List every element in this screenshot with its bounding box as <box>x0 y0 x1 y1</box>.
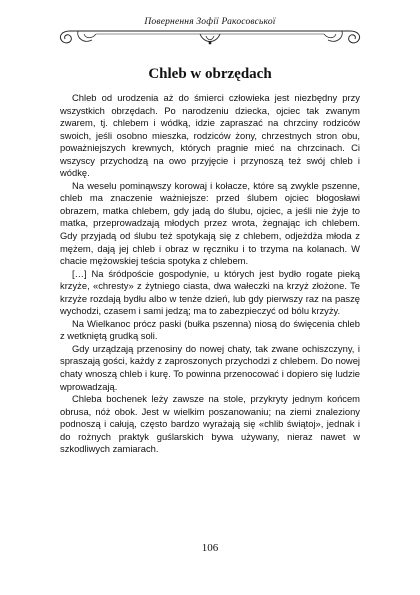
body-text <box>60 92 360 456</box>
paragraph: Chleba bochenek leży zawsze na stole, przykryty jednym końcem obrusa, nóż obok. Jest w wielkim poszanowaniu; na ziemi znaleziony podnoszą i całują, często bardzo wyrażają się «chlib świątoj», jednak i do rożnych praktyk guślarskich bywa używany, nieraz nawet w szkodliwych zamiarach. <box>60 393 360 455</box>
paragraph: Gdy urządzają przenosiny do nowej chaty, tak zwane ochiszczyny, i spraszają gości, każdy z zaproszonych przychodzi z chlebem. Do nowej chaty wnoszą chleb i kurę. To powinna przenocować i dopiero się ludzie wprowadzają. <box>60 342 360 392</box>
paragraph: Na Wielkanoc prócz paski (bułka pszenna) niosą do święcenia chleb z wetkniętą grudką soli. <box>60 317 360 342</box>
running-header-title: Повернення Зофії Ракосовської <box>144 17 276 27</box>
paragraph: […] Na śródpoście gospodynie, u których jest bydło rogate pieką krzyże, «chresty» z żytniego ciasta, dwa wałeczki na krzyż złożone. Te krzyże rozdają bydłu albo w tenże dzień, lub gdy pierwszy raz na paszę wychodzi, czasem i sami jedzą; ma to zabezpieczyć od bólu krzyży. <box>60 267 360 317</box>
paragraph: Chleb od urodzenia aż do śmierci człowieka jest niezbędny przy wszystkich obrzędach. Po narodzeniu dziecka, ojciec tak zwanym zwarem, tj. chlebem i wódką, idzie zapraszać na chrzciny rodziców swoich, jeśli osobno mieszka, rodziców żony, chrzestnych stron obu, poważniejszych krewnych, których pragnie mieć na chrzcinach. Ci wszyscy przychodzą na owo przyjęcie i przynoszą też swój chleb i wódkę. <box>60 92 360 179</box>
running-header <box>56 14 364 50</box>
page-number: 106 <box>201 542 219 554</box>
chapter-title: Chleb w obrzędach <box>148 66 272 82</box>
paragraph: Na weselu pominąwszy korowaj i kołacze, które są zwykle pszenne, chleb ma znaczenie ważniejsze: przed ślubem ojciec błogosławi obrazem, matka chlebem, gdy jadą do ślubu, ojciec, a jeśli nie żyje to matka, przeprowadzają młodych przez wrota, żegnając ich chlebem. Gdy przyjadą od ślubu też spotykają się z chlebem, odjeżdża młoda z mężem, dają jej chleb i obraz w ręczniku i to trzyma na kolanach. W chacie mężowskiej teścia spotyka z chlebem. <box>60 179 360 267</box>
